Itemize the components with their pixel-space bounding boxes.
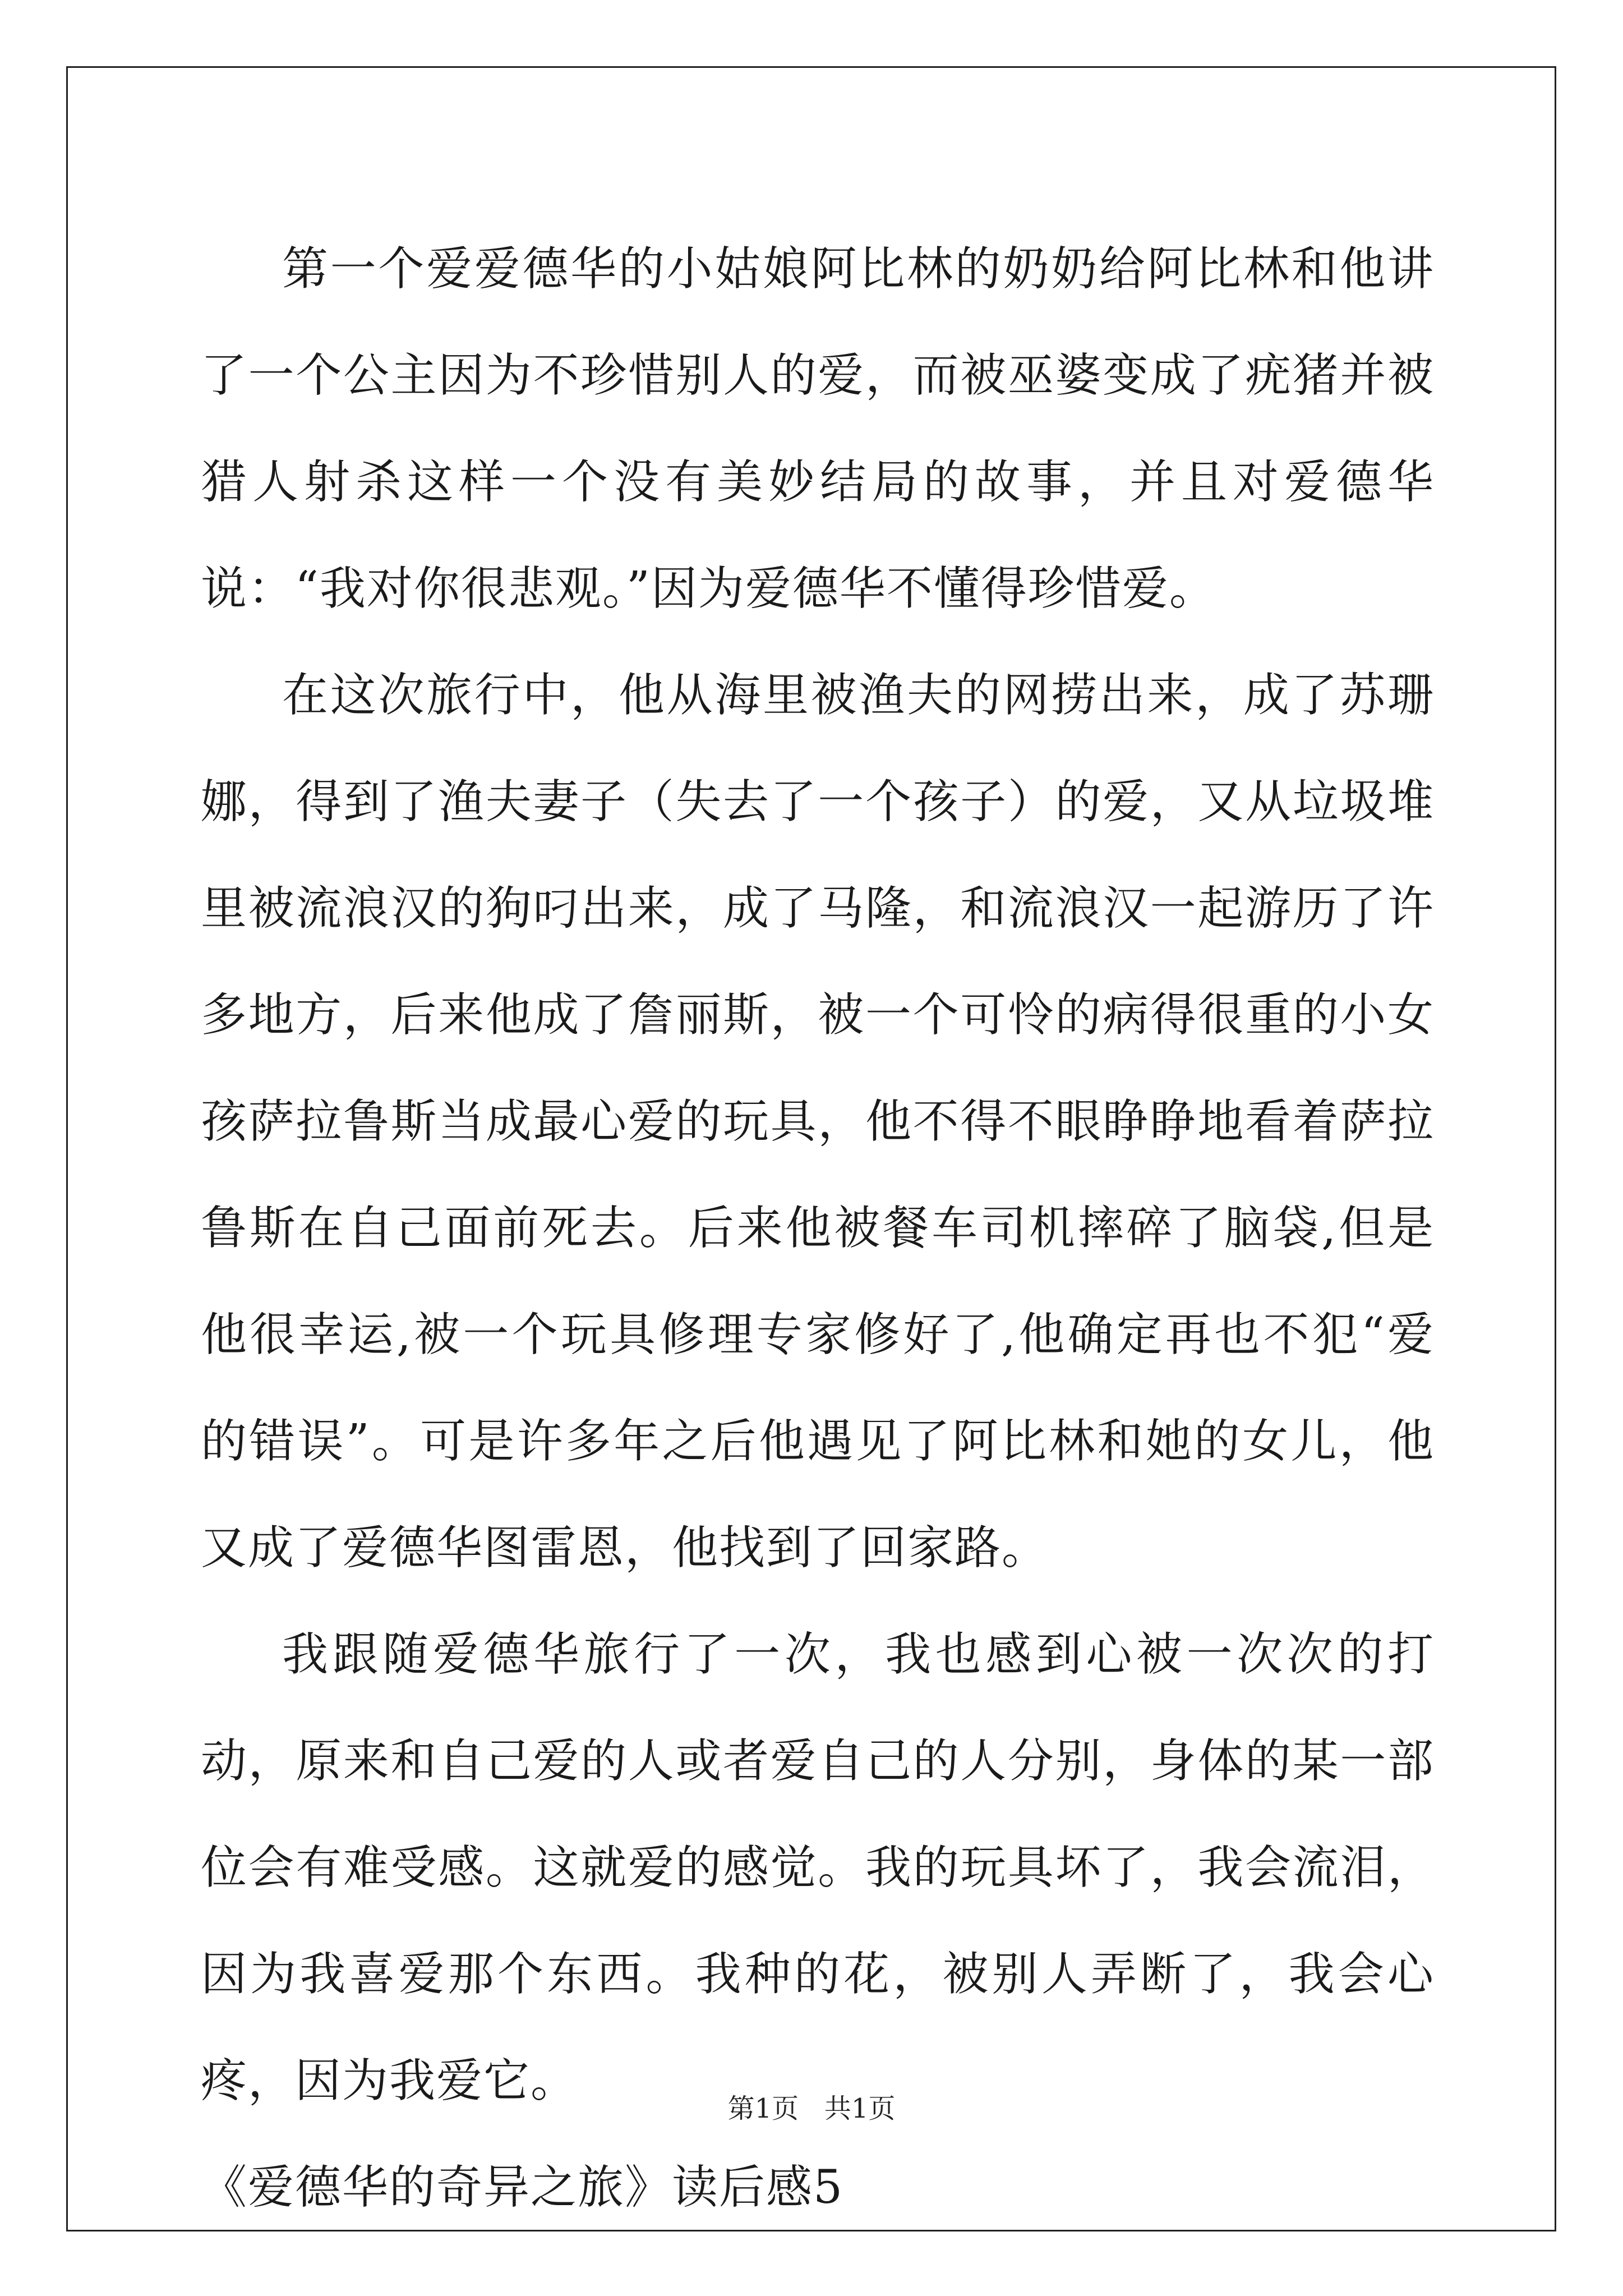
page-footer: [0, 2087, 1623, 2125]
paragraph-3: 我跟随爱德华旅行了一次，我也感到心被一次次的打动，原来和自己爱的人或者爱自己的人分别，身体的某一部位会有难受感。这就爱的感觉。我的玩具坏了，我会流泪，因为我喜爱那个东西。我种的花，被别人弄断了，我会心疼，因为我爱它。: [201, 1628, 1435, 2108]
footer-spacer: [799, 2093, 824, 2124]
page-total: 共1页: [824, 2093, 896, 2124]
paragraph-2: 在这次旅行中，他从海里被渔夫的网捞出来，成了苏珊娜，得到了渔夫妻子（失去了一个孩子）的爱，又从垃圾堆里被流浪汉的狗叼出来，成了马隆，和流浪汉一起游历了许多地方，后来他成了詹丽斯，被一个可怜的病得很重的小女孩萨拉鲁斯当成最心爱的玩具，他不得不眼睁睁地看着萨拉鲁斯在自己面前死去。后来他被餐车司机摔碎了脑袋,但是他很幸运,被一个玩具修理专家修好了,他确定再也不犯“爱的错误”。可是许多年之后他遇见了阿比林和她的女儿，他又成了爱德华图雷恩，他找到了回家路。: [201, 669, 1435, 1575]
section-heading: 《爱德华的奇异之旅》读后感5: [201, 2161, 844, 2214]
paragraph-1: 第一个爱爱德华的小姑娘阿比林的奶奶给阿比林和他讲了一个公主因为不珍惜别人的爱，而被巫婆变成了疣猪并被猎人射杀这样一个没有美妙结局的故事，并且对爱德华说：“我对你很悲观。”因为爱德华不懂得珍惜爱。: [201, 242, 1435, 615]
document-body: [201, 216, 1435, 2241]
page-number: 第1页: [727, 2093, 799, 2124]
